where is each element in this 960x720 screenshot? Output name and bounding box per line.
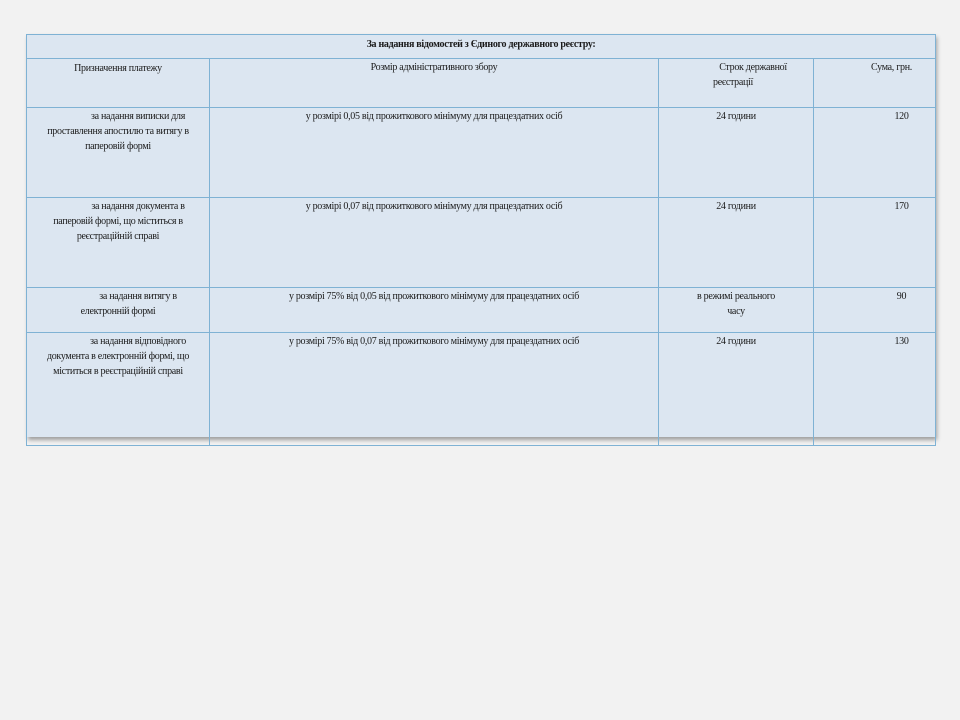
row-purpose-line: реєстраційній справі [76,231,160,242]
row-purpose-line: за надання документа в [91,201,185,212]
row-term-line: в режимі реального [697,291,775,302]
row-purpose-line: за надання витягу в [99,291,177,302]
row-fee: у розмірі 0,05 від прожиткового мінімуму для працездатних осіб [210,108,659,198]
table-row [27,288,936,333]
row-fee: у розмірі 75% від 0,07 від прожиткового мінімуму для працездатних осіб [210,333,659,446]
table-caption: За надання відомостей з Єдиного державного реєстру: [27,35,936,59]
row-purpose [27,198,210,288]
header-term-line2: реєстрації [713,77,754,88]
row-purpose-line: проставлення апостилю та витягу в [47,126,189,137]
row-term: 24 години [659,333,814,446]
row-purpose-line: електронній формі [80,306,156,317]
row-amount: 120 [814,108,936,198]
table-header-row [27,59,936,108]
row-purpose-line: паперовій формі, що міститься в [53,216,183,227]
row-purpose [27,333,210,446]
table-row [27,108,936,198]
fees-table [26,34,936,446]
row-fee: у розмірі 75% від 0,05 від прожиткового мінімуму для працездатних осіб [210,288,659,333]
table-caption-row [27,35,936,59]
row-term-line: часу [727,306,745,317]
header-fee: Розмір адміністративного збору [210,59,659,108]
row-amount: 130 [814,333,936,446]
table-row [27,333,936,446]
row-purpose [27,108,210,198]
table-row [27,198,936,288]
row-purpose-line: паперовій формі [85,141,151,152]
header-purpose: Призначення платежу [27,59,210,108]
row-term: 24 години [659,108,814,198]
header-term [659,59,814,108]
row-purpose-line: міститься в реєстраційній справі [53,366,183,377]
row-term [659,288,814,333]
row-purpose-line: документа в електронній формі, що [46,351,190,362]
header-amount: Сума, грн. [814,59,936,108]
row-fee: у розмірі 0,07 від прожиткового мінімуму для працездатних осіб [210,198,659,288]
row-amount: 170 [814,198,936,288]
row-purpose [27,288,210,333]
fees-table-container [26,34,935,437]
row-amount: 90 [814,288,936,333]
header-term-line1: Строк державної [719,62,787,73]
row-purpose-line: за надання відповідного [90,336,186,347]
row-term: 24 години [659,198,814,288]
row-purpose-line: за надання виписки для [90,111,185,122]
